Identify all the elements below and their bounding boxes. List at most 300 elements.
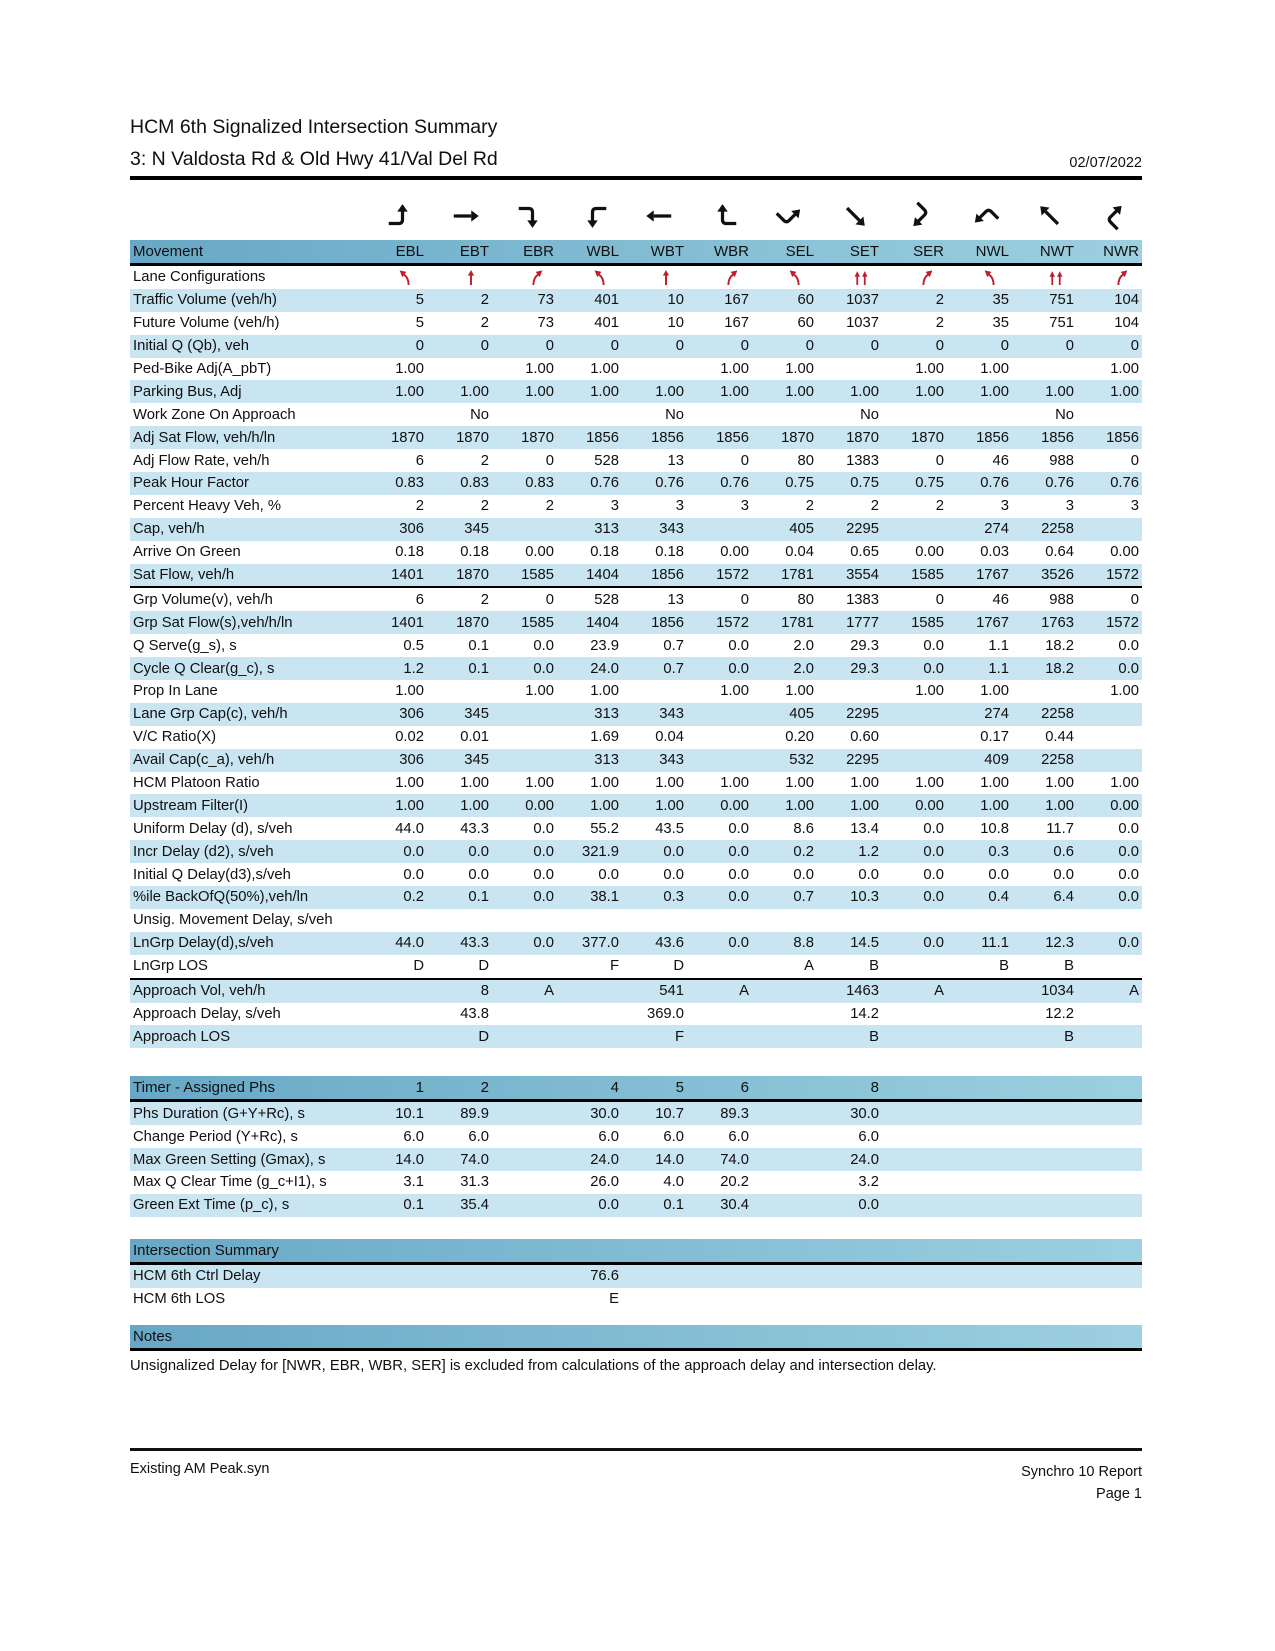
- cell-value: 0.83: [525, 475, 554, 492]
- cell-value: D: [673, 958, 684, 975]
- cell-value: 1856: [976, 429, 1009, 446]
- cell-value: 1.00: [850, 797, 879, 814]
- cell-value: 1870: [391, 429, 424, 446]
- cell-value: 1.00: [1045, 797, 1074, 814]
- cell-value: 405: [789, 706, 814, 723]
- cell-value: 0.20: [785, 729, 814, 746]
- cell-value: 73: [537, 292, 554, 309]
- cell-value: 1401: [391, 567, 424, 584]
- cell-value: 1856: [651, 567, 684, 584]
- footer-page-number: Page 1: [1096, 1486, 1142, 1503]
- cell-value: B: [869, 958, 879, 975]
- cell-value: 80: [797, 452, 814, 469]
- row-label: Peak Hour Factor: [133, 475, 249, 492]
- table-row: [130, 680, 1142, 703]
- cell-value: 1.00: [460, 775, 489, 792]
- cell-value: 1870: [911, 429, 944, 446]
- cell-value: 43.3: [460, 935, 489, 952]
- cell-value: 43.8: [460, 1005, 489, 1022]
- cell-value: 35: [992, 292, 1009, 309]
- cell-value: 0.0: [793, 866, 814, 883]
- cell-value: 369.0: [646, 1005, 684, 1022]
- wbt-movement-arrow-icon: [622, 201, 687, 231]
- page-title: HCM 6th Signalized Intersection Summary: [130, 116, 498, 138]
- cell-value: 0.76: [655, 475, 684, 492]
- cell-value: 104: [1114, 315, 1139, 332]
- cell-value: B: [869, 1028, 879, 1045]
- cell-value: A: [544, 983, 554, 1000]
- cell-value: 1463: [846, 983, 879, 1000]
- cell-value: 0.1: [403, 1197, 424, 1214]
- cell-value: 0.03: [980, 544, 1009, 561]
- footer-filename: Existing AM Peak.syn: [130, 1461, 270, 1477]
- cell-value: 3.2: [858, 1174, 879, 1191]
- cell-value: 0: [1065, 338, 1074, 355]
- cell-value: 0.0: [728, 935, 749, 952]
- cell-value: 409: [984, 752, 1009, 769]
- cell-value: 0.18: [590, 544, 619, 561]
- cell-value: 0.0: [728, 820, 749, 837]
- cell-value: 0.0: [728, 637, 749, 654]
- cell-value: 751: [1049, 292, 1074, 309]
- wbr-movement-arrow-icon: [687, 201, 752, 231]
- cell-value: 1572: [1106, 614, 1139, 631]
- cell-value: 43.6: [655, 935, 684, 952]
- cell-value: 1.00: [850, 383, 879, 400]
- table-row: [130, 909, 1142, 932]
- cell-value: 76.6: [590, 1268, 619, 1285]
- cell-value: 1.00: [590, 383, 619, 400]
- cell-value: 1.00: [720, 361, 749, 377]
- cell-value: 1856: [1041, 429, 1074, 446]
- cell-value: 1.00: [915, 775, 944, 792]
- table-row: [130, 289, 1142, 312]
- cell-value: 13: [667, 452, 684, 469]
- cell-value: 1404: [586, 614, 619, 631]
- cell-value: A: [804, 958, 814, 975]
- cell-value: 401: [594, 292, 619, 309]
- cell-value: 0: [935, 338, 944, 355]
- row-label: Avail Cap(c_a), veh/h: [133, 752, 275, 769]
- column-header: SER: [913, 243, 944, 260]
- table-row: [130, 518, 1142, 541]
- cell-value: 1404: [586, 567, 619, 584]
- cell-value: F: [609, 958, 619, 975]
- cell-value: 0.83: [460, 475, 489, 492]
- table-row: [130, 794, 1142, 817]
- cell-value: 0.17: [980, 729, 1009, 746]
- footer-rule: [130, 1448, 1142, 1451]
- cell-value: 345: [464, 752, 489, 769]
- cell-value: 0.00: [1110, 797, 1139, 814]
- cell-value: 3554: [846, 567, 879, 584]
- cell-value: 1.00: [460, 383, 489, 400]
- page-footer: [130, 1448, 1142, 1506]
- cell-value: 0.0: [858, 866, 879, 883]
- cell-value: 24.0: [590, 660, 619, 677]
- ser-movement-arrow-icon: [882, 201, 947, 231]
- row-label: Work Zone On Approach: [133, 406, 296, 423]
- cell-value: 29.3: [850, 660, 879, 677]
- table-row: [130, 495, 1142, 518]
- cell-value: 0: [740, 338, 749, 355]
- cell-value: 1870: [846, 429, 879, 446]
- cell-value: 2: [870, 498, 879, 515]
- row-label: Ped-Bike Adj(A_pbT): [133, 361, 272, 377]
- cell-value: 30.4: [720, 1197, 749, 1214]
- column-header: SEL: [785, 243, 814, 260]
- report-page: [130, 0, 1142, 1374]
- table-row: [130, 335, 1142, 358]
- cell-value: 2: [415, 498, 424, 515]
- cell-value: 46: [992, 591, 1009, 608]
- cell-value: 3: [1130, 498, 1139, 515]
- cell-value: 0.0: [533, 637, 554, 654]
- column-header: WBR: [714, 243, 749, 260]
- cell-value: 0.6: [1053, 843, 1074, 860]
- cell-value: 10.8: [980, 820, 1009, 837]
- cell-value: 1781: [781, 614, 814, 631]
- column-header: NWR: [1103, 243, 1139, 260]
- cell-value: 0.4: [988, 889, 1009, 906]
- cell-value: 0.0: [728, 843, 749, 860]
- cell-value: 0.75: [785, 475, 814, 492]
- cell-value: 1.00: [720, 683, 749, 700]
- cell-value: 11.7: [1046, 820, 1074, 837]
- column-header: EBT: [459, 243, 489, 260]
- cell-value: 0.75: [850, 475, 879, 492]
- cell-value: 0.76: [980, 475, 1009, 492]
- cell-value: 1.00: [395, 361, 424, 377]
- cell-value: No: [860, 406, 879, 423]
- row-label: Approach Delay, s/veh: [133, 1005, 281, 1022]
- table-row: [130, 703, 1142, 726]
- cell-value: 104: [1114, 292, 1139, 309]
- row-label: HCM 6th Ctrl Delay: [133, 1268, 261, 1285]
- cell-value: 1.00: [850, 775, 879, 792]
- cell-value: 1856: [651, 614, 684, 631]
- table-row: [130, 817, 1142, 840]
- cell-value: 0: [545, 338, 554, 355]
- cell-value: No: [665, 406, 684, 423]
- row-label: Cap, veh/h: [133, 521, 205, 538]
- cell-value: 1.00: [915, 683, 944, 700]
- table-row: [130, 1148, 1142, 1171]
- cell-value: 2: [480, 292, 489, 309]
- cell-value: 1.00: [980, 683, 1009, 700]
- cell-value: 0.0: [728, 866, 749, 883]
- cell-value: 5: [415, 315, 424, 332]
- cell-value: 0.0: [1118, 889, 1139, 906]
- cell-value: 1.00: [395, 383, 424, 400]
- cell-value: 1781: [781, 567, 814, 584]
- table-row: [130, 726, 1142, 749]
- cell-value: 0.7: [663, 637, 684, 654]
- section-gap: [130, 1311, 1142, 1325]
- cell-value: 313: [594, 706, 619, 723]
- cell-value: 74.0: [460, 1151, 489, 1168]
- cell-value: 1870: [456, 429, 489, 446]
- cell-value: 528: [594, 452, 619, 469]
- cell-value: 0: [480, 338, 489, 355]
- row-label: Uniform Delay (d), s/veh: [133, 820, 293, 837]
- column-header: NWT: [1039, 243, 1074, 260]
- cell-value: 6: [415, 591, 424, 608]
- cell-value: 0: [1130, 338, 1139, 355]
- cell-value: 2.0: [793, 637, 814, 654]
- cell-value: 0.0: [533, 843, 554, 860]
- cell-value: 0: [545, 452, 554, 469]
- cell-value: 1.00: [395, 683, 424, 700]
- cell-value: 1037: [846, 292, 879, 309]
- row-label: Initial Q Delay(d3),s/veh: [133, 866, 291, 883]
- phase-number: 5: [675, 1079, 684, 1097]
- cell-value: 1585: [521, 567, 554, 584]
- cell-value: 1.00: [785, 361, 814, 377]
- cell-value: 1777: [846, 614, 879, 631]
- row-label: Percent Heavy Veh, %: [133, 498, 282, 515]
- cell-value: 528: [594, 591, 619, 608]
- cell-value: 0: [935, 591, 944, 608]
- cell-value: 6.0: [468, 1128, 489, 1145]
- cell-value: 30.0: [850, 1105, 879, 1122]
- footer-row: [130, 1461, 1142, 1506]
- cell-value: 1.00: [785, 775, 814, 792]
- phase-number: 6: [740, 1079, 749, 1097]
- cell-value: 1037: [846, 315, 879, 332]
- cell-value: 35: [992, 315, 1009, 332]
- cell-value: 0.44: [1045, 729, 1074, 746]
- cell-value: 0: [935, 452, 944, 469]
- cell-value: 60: [797, 292, 814, 309]
- cell-value: 80: [797, 591, 814, 608]
- cell-value: 1856: [1106, 429, 1139, 446]
- cell-value: 3526: [1041, 567, 1074, 584]
- row-label: Approach LOS: [133, 1028, 231, 1045]
- cell-value: 0.0: [533, 866, 554, 883]
- cell-value: 0.0: [858, 1197, 879, 1214]
- sel-movement-arrow-icon: [752, 201, 817, 231]
- row-label: Approach Vol, veh/h: [133, 983, 266, 1000]
- row-label: %ile BackOfQ(50%),veh/ln: [133, 889, 309, 906]
- cell-value: 18.2: [1045, 660, 1074, 677]
- ebr-movement-arrow-icon: [492, 201, 557, 231]
- row-label: Sat Flow, veh/h: [133, 567, 235, 584]
- column-header: WBL: [586, 243, 619, 260]
- table-row: [130, 564, 1142, 589]
- cell-value: 0.0: [1118, 935, 1139, 952]
- cell-value: 0.0: [1118, 637, 1139, 654]
- cell-value: 1.00: [525, 383, 554, 400]
- cell-value: 89.9: [460, 1105, 489, 1122]
- cell-value: 1.00: [915, 361, 944, 377]
- row-label: Adj Flow Rate, veh/h: [133, 452, 270, 469]
- cell-value: 1.00: [980, 383, 1009, 400]
- row-label: Initial Q (Qb), veh: [133, 338, 249, 355]
- cell-value: 2295: [846, 521, 879, 538]
- cell-value: 6.4: [1053, 889, 1074, 906]
- ebl-movement-arrow-icon: [362, 201, 427, 231]
- intersection-summary-bar: [130, 1239, 1142, 1265]
- cell-value: 1856: [586, 429, 619, 446]
- cell-value: 3: [740, 498, 749, 515]
- cell-value: 0: [545, 591, 554, 608]
- cell-value: 26.0: [590, 1174, 619, 1191]
- cell-value: 0.2: [793, 843, 814, 860]
- intersection-name: 3: N Valdosta Rd & Old Hwy 41/Val Del Rd: [130, 148, 498, 170]
- cell-value: 8.6: [793, 820, 814, 837]
- cell-value: 0.18: [395, 544, 424, 561]
- cell-value: 0.0: [403, 843, 424, 860]
- wbl-movement-arrow-icon: [557, 201, 622, 231]
- cell-value: 313: [594, 752, 619, 769]
- cell-value: 343: [659, 752, 684, 769]
- cell-value: 1.00: [980, 361, 1009, 377]
- cell-value: 2.0: [793, 660, 814, 677]
- cell-value: 0.0: [923, 866, 944, 883]
- cell-value: 6.0: [728, 1128, 749, 1145]
- report-date: 02/07/2022: [1069, 155, 1142, 171]
- cell-value: 29.3: [850, 637, 879, 654]
- cell-value: 14.2: [850, 1005, 879, 1022]
- cell-value: 167: [724, 292, 749, 309]
- cell-value: 1.00: [395, 775, 424, 792]
- cell-value: 43.5: [655, 820, 684, 837]
- cell-value: A: [1129, 983, 1139, 1000]
- cell-value: 11.1: [981, 935, 1009, 952]
- timer-header-bar: [130, 1076, 1142, 1102]
- cell-value: 44.0: [395, 935, 424, 952]
- cell-value: 1.00: [1045, 775, 1074, 792]
- cell-value: 0: [1130, 452, 1139, 469]
- row-label: Future Volume (veh/h): [133, 315, 280, 332]
- row-label: LnGrp LOS: [133, 958, 208, 975]
- row-label: Green Ext Time (p_c), s: [133, 1197, 290, 1214]
- cell-value: 2: [480, 591, 489, 608]
- table-row: [130, 449, 1142, 472]
- cell-value: 10: [667, 315, 684, 332]
- cell-value: 2: [935, 498, 944, 515]
- cell-value: 1.00: [720, 383, 749, 400]
- cell-value: 1034: [1041, 983, 1074, 1000]
- row-label: Grp Sat Flow(s),veh/h/ln: [133, 614, 293, 631]
- cell-value: 0.1: [468, 889, 489, 906]
- cell-value: 306: [399, 752, 424, 769]
- cell-value: 30.0: [590, 1105, 619, 1122]
- cell-value: 0.7: [663, 660, 684, 677]
- cell-value: 0.00: [525, 797, 554, 814]
- cell-value: 1.1: [988, 637, 1009, 654]
- cell-value: 0.75: [915, 475, 944, 492]
- cell-value: 0.0: [988, 866, 1009, 883]
- cell-value: 55.2: [590, 820, 619, 837]
- cell-value: 1572: [716, 567, 749, 584]
- cell-value: 3: [1065, 498, 1074, 515]
- cell-value: 2: [935, 292, 944, 309]
- cell-value: 377.0: [581, 935, 619, 952]
- cell-value: 5: [415, 292, 424, 309]
- row-label: Traffic Volume (veh/h): [133, 292, 277, 309]
- cell-value: 1767: [976, 567, 1009, 584]
- cell-value: 1.00: [785, 683, 814, 700]
- cell-value: 1.00: [785, 383, 814, 400]
- cell-value: 988: [1049, 591, 1074, 608]
- cell-value: 0: [610, 338, 619, 355]
- table-row: [130, 1003, 1142, 1026]
- cell-value: 0.00: [525, 544, 554, 561]
- cell-value: 6.0: [858, 1128, 879, 1145]
- lane-config-left-icon: [947, 268, 1012, 287]
- row-label: Q Serve(g_s), s: [133, 637, 237, 654]
- cell-value: 0.60: [850, 729, 879, 746]
- row-label: Arrive On Green: [133, 544, 241, 561]
- table-row: [130, 1102, 1142, 1125]
- cell-value: 1.00: [1110, 683, 1139, 700]
- cell-value: 0.00: [915, 544, 944, 561]
- cell-value: 0.02: [395, 729, 424, 746]
- column-header: EBR: [523, 243, 554, 260]
- cell-value: 0.0: [923, 889, 944, 906]
- footer-report-name: Synchro 10 Report: [1021, 1464, 1142, 1480]
- cell-value: 1.00: [590, 775, 619, 792]
- cell-value: 1.69: [590, 729, 619, 746]
- table-row: [130, 312, 1142, 335]
- cell-value: 1.00: [1110, 383, 1139, 400]
- cell-value: A: [739, 983, 749, 1000]
- cell-value: 1383: [846, 591, 879, 608]
- cell-value: 3: [610, 498, 619, 515]
- cell-value: 1.2: [403, 660, 424, 677]
- lane-config-left-icon: [752, 268, 817, 287]
- cell-value: 0.0: [923, 935, 944, 952]
- lane-config-through-icon: [622, 268, 687, 287]
- table-row: [130, 1171, 1142, 1194]
- cell-value: 0.0: [923, 660, 944, 677]
- cell-value: 306: [399, 521, 424, 538]
- cell-value: 0.1: [663, 1197, 684, 1214]
- cell-value: 0.76: [1045, 475, 1074, 492]
- nwr-movement-arrow-icon: [1077, 201, 1142, 231]
- subtitle-row: [130, 148, 1142, 171]
- cell-value: 2295: [846, 706, 879, 723]
- cell-value: 1767: [976, 614, 1009, 631]
- cell-value: 0.0: [728, 889, 749, 906]
- cell-value: 12.2: [1045, 1005, 1074, 1022]
- cell-value: B: [1064, 958, 1074, 975]
- cell-value: 1.00: [525, 775, 554, 792]
- cell-value: 6: [415, 452, 424, 469]
- cell-value: 1401: [391, 614, 424, 631]
- cell-value: 1763: [1041, 614, 1074, 631]
- table-row: [130, 611, 1142, 634]
- cell-value: 2: [545, 498, 554, 515]
- cell-value: 1585: [911, 567, 944, 584]
- phase-number: 4: [610, 1079, 619, 1097]
- section-gap: [130, 1217, 1142, 1239]
- cell-value: 6.0: [598, 1128, 619, 1145]
- phase-number: 1: [415, 1079, 424, 1097]
- cell-value: 0.3: [988, 843, 1009, 860]
- lane-config-through-icon: [427, 268, 492, 287]
- row-label: Cycle Q Clear(g_c), s: [133, 660, 275, 677]
- cell-value: 345: [464, 521, 489, 538]
- table-row: [130, 749, 1142, 772]
- cell-value: 0.7: [793, 889, 814, 906]
- cell-value: 6.0: [663, 1128, 684, 1145]
- cell-value: D: [478, 958, 489, 975]
- cell-value: 0.00: [915, 797, 944, 814]
- cell-value: 1.00: [915, 383, 944, 400]
